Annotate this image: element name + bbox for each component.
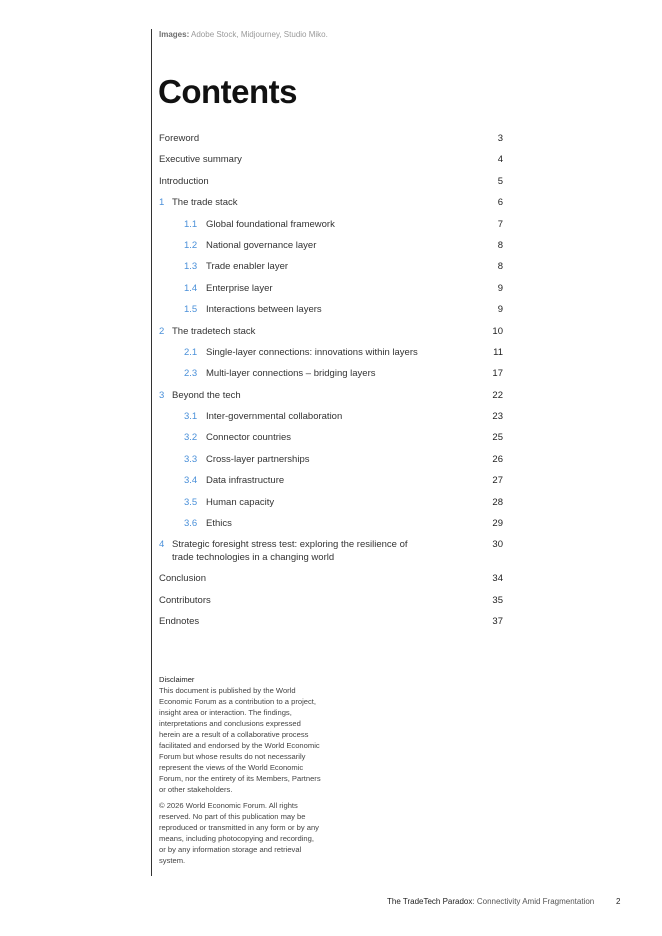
toc-number: 2	[159, 325, 165, 337]
credits-text: Adobe Stock, Midjourney, Studio Miko.	[191, 30, 328, 39]
toc-number: 4	[159, 539, 165, 551]
toc-page: 9	[497, 282, 503, 294]
disclaimer	[159, 674, 321, 871]
toc-label: Inter-governmental collaboration	[206, 411, 343, 423]
toc-page: 4	[497, 154, 503, 166]
toc-label: Ethics	[206, 518, 232, 530]
toc-row-contributors[interactable]	[159, 594, 503, 615]
toc-label: Beyond the tech	[172, 389, 241, 401]
toc-label: Introduction	[159, 175, 209, 187]
toc-page: 23	[492, 411, 503, 423]
running-footer	[387, 897, 594, 906]
toc-page: 26	[492, 453, 503, 465]
toc-label: Human capacity	[206, 496, 275, 508]
toc-row-section-2-1[interactable]	[159, 346, 503, 367]
toc-label: Endnotes	[159, 616, 200, 628]
toc-row-section-1-2[interactable]	[159, 239, 503, 260]
toc-label: Executive summary	[159, 154, 242, 166]
toc-row-section-1[interactable]	[159, 196, 503, 217]
disclaimer-body: This document is published by the World Economic Forum as a contribution to a project, insight area or interaction. The findings, interpretations and conclusions expressed herein are a result of a collaborative process facilitated and endorsed by the World Economic Forum but whose results do not necessarily represent the views of the World Economic Forum, nor the entirety of its Members, Partners or other stakeholders.	[159, 686, 321, 794]
toc-row-section-3-1[interactable]	[159, 410, 503, 431]
toc-row-section-3-4[interactable]	[159, 474, 503, 495]
copyright-notice: © 2026 World Economic Forum. All rights reserved. No part of this publication may be reproduced or transmitted in any form or by any means, including photocopying and recording, or by any information storage and retrieval system.	[159, 801, 319, 865]
page-number: 2	[616, 897, 621, 906]
disclaimer-heading: Disclaimer	[159, 675, 195, 684]
toc-number: 1.2	[184, 239, 198, 251]
toc-number: 3.3	[184, 453, 198, 465]
toc-label: Global foundational framework	[206, 218, 335, 230]
toc-row-executive-summary[interactable]	[159, 153, 503, 174]
toc-row-section-2[interactable]	[159, 325, 503, 346]
toc-page: 37	[492, 616, 503, 628]
toc-number: 3.2	[184, 432, 198, 444]
toc-number: 3.5	[184, 496, 198, 508]
page-title: Contents	[158, 73, 297, 110]
toc-page: 30	[492, 539, 503, 551]
toc-label: Connector countries	[206, 432, 292, 444]
toc-row-foreword[interactable]	[159, 132, 503, 153]
toc-label: The tradetech stack	[172, 325, 256, 337]
toc-row-section-1-1[interactable]	[159, 218, 503, 239]
toc-row-endnotes[interactable]	[159, 615, 503, 636]
toc-label: Data infrastructure	[206, 475, 285, 487]
toc-row-section-3-3[interactable]	[159, 453, 503, 474]
toc-label: Conclusion	[159, 573, 206, 585]
toc-number: 1	[159, 197, 165, 209]
toc-label: Trade enabler layer	[206, 261, 289, 273]
toc-page: 11	[493, 346, 503, 358]
toc-label: Interactions between layers	[206, 304, 322, 316]
toc-page: 34	[492, 573, 503, 585]
toc-page: 22	[492, 389, 503, 401]
toc-page: 29	[492, 518, 503, 530]
toc-row-section-3[interactable]	[159, 389, 503, 410]
toc-page: 9	[497, 304, 503, 316]
toc-row-section-1-3[interactable]	[159, 260, 503, 281]
toc-number: 1.4	[184, 282, 198, 294]
toc-number: 1.5	[184, 304, 198, 316]
toc-row-section-1-4[interactable]	[159, 282, 503, 303]
image-credits	[159, 30, 328, 39]
toc-number: 1.3	[184, 261, 198, 273]
toc-page: 3	[497, 133, 503, 144]
toc-label: Strategic foresight stress test: exploring the resilience of trade technologies in a changing world	[172, 539, 408, 564]
toc-label: Enterprise layer	[206, 282, 273, 294]
toc-label: Single-layer connections: innovations within layers	[206, 346, 418, 358]
toc-page: 28	[492, 496, 503, 508]
toc-row-section-2-3[interactable]	[159, 367, 503, 388]
toc-number: 2.1	[184, 346, 198, 358]
toc-page: 27	[492, 475, 503, 487]
credits-label: Images:	[159, 30, 190, 39]
toc-page: 17	[492, 368, 503, 380]
footer-title: The TradeTech Paradox	[387, 897, 473, 906]
toc-number: 3	[159, 389, 165, 401]
toc-number: 3.6	[184, 518, 198, 530]
toc-row-section-3-2[interactable]	[159, 431, 503, 452]
footer-subtitle: : Connectivity Amid Fragmentation	[472, 897, 595, 906]
toc-number: 3.1	[184, 411, 198, 423]
toc-page: 5	[497, 175, 503, 187]
toc-page: 8	[497, 239, 503, 251]
toc-label: Contributors	[159, 594, 211, 606]
margin-rule	[151, 29, 152, 876]
toc-number: 1.1	[184, 218, 198, 230]
toc-label: Multi-layer connections – bridging layers	[206, 368, 376, 380]
toc-row-conclusion[interactable]	[159, 572, 503, 593]
toc-page: 8	[497, 261, 503, 273]
toc-number: 3.4	[184, 475, 198, 487]
toc-row-section-3-5[interactable]	[159, 496, 503, 517]
toc-row-introduction[interactable]	[159, 175, 503, 196]
toc-page: 6	[497, 197, 503, 209]
toc-page: 25	[492, 432, 503, 444]
toc-page: 10	[492, 325, 503, 337]
toc-number: 2.3	[184, 368, 198, 380]
toc-row-section-3-6[interactable]	[159, 517, 503, 538]
toc-label: Foreword	[159, 133, 200, 144]
toc-row-section-1-5[interactable]	[159, 303, 503, 324]
toc-label: Cross-layer partnerships	[206, 453, 310, 465]
toc-page: 7	[497, 218, 503, 230]
toc-page: 35	[492, 594, 503, 606]
table-of-contents	[159, 132, 503, 637]
toc-label: National governance layer	[206, 239, 317, 251]
toc-row-section-4[interactable]	[159, 538, 503, 572]
toc-label: The trade stack	[172, 197, 238, 209]
